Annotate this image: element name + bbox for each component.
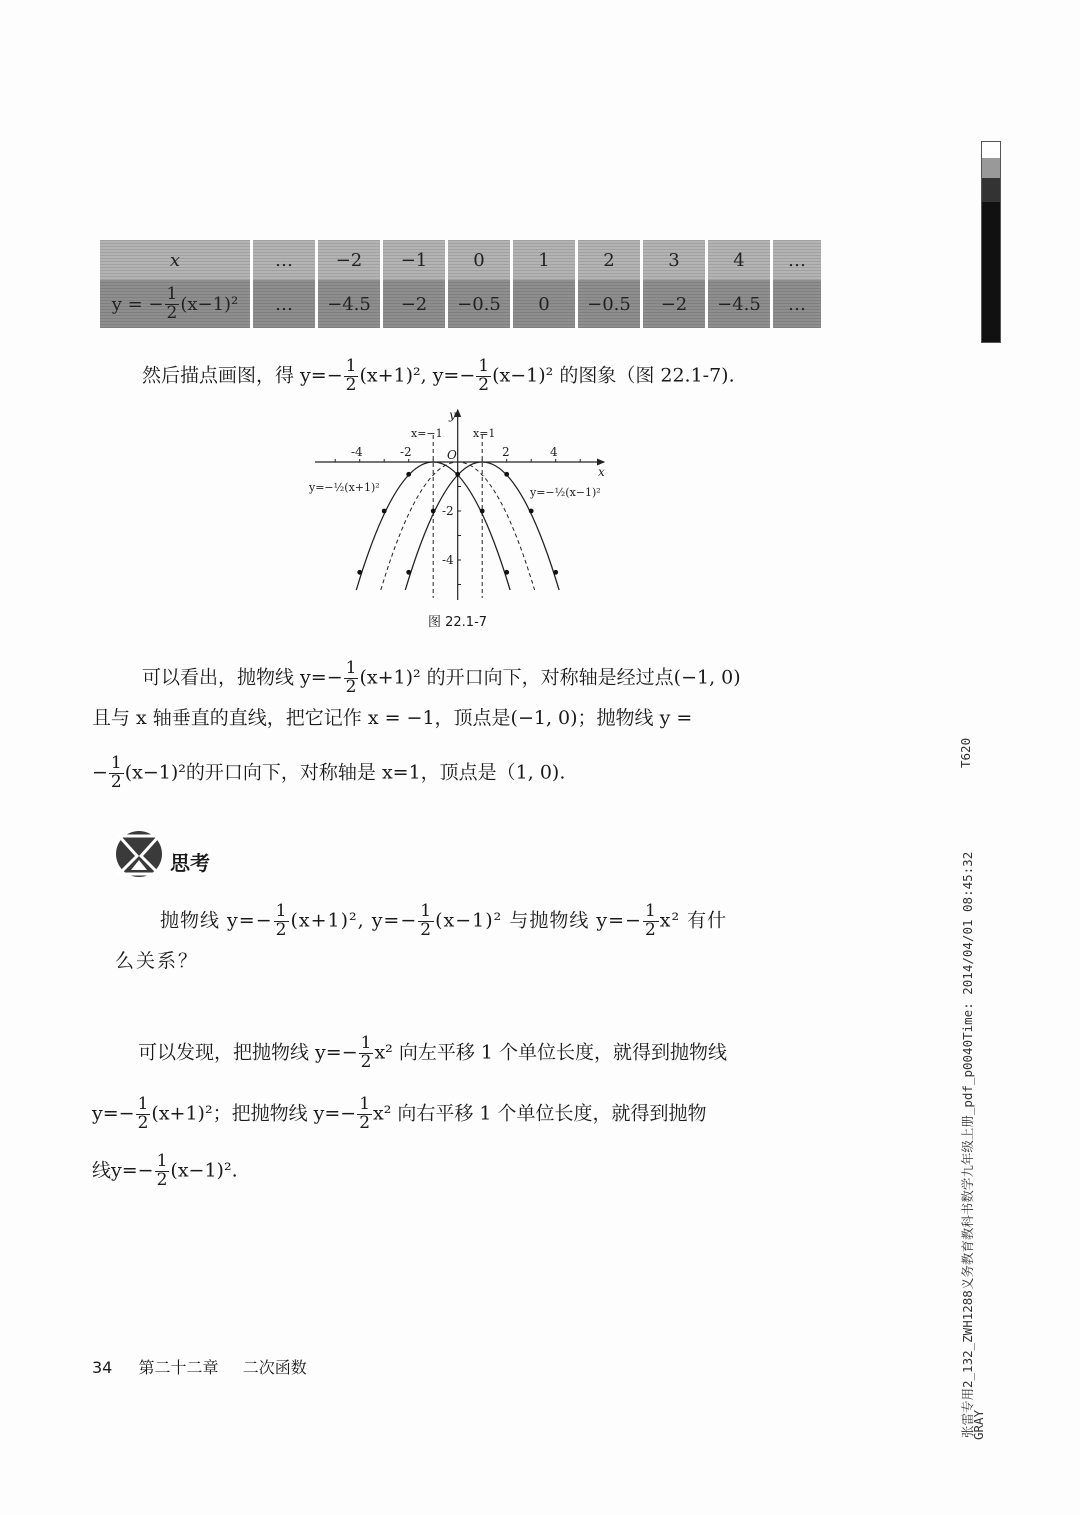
- table-cell: 4: [708, 240, 770, 280]
- value-table: [100, 240, 830, 328]
- curve-left-label: y=−½(x+1)²: [309, 481, 380, 494]
- table-cell: −2: [318, 240, 380, 280]
- y-tick-label: -2: [442, 504, 454, 518]
- section-title: 二次函数: [242, 1358, 307, 1377]
- table-column: [448, 240, 510, 328]
- margin-code: T620: [958, 737, 973, 768]
- fraction: $\frac{1}{2}$: [345, 658, 357, 697]
- paragraph-observation-line1: 可以看出，抛物线 y=− $\frac{1}{2}$ (x+1)² 的开口向下，对称轴是经过点(−1, 0): [142, 658, 741, 697]
- table-column: [708, 240, 770, 328]
- table-cell: 3: [643, 240, 705, 280]
- table-cell: 1: [513, 240, 575, 280]
- table-column: [578, 240, 640, 328]
- table-cell: …: [773, 280, 821, 328]
- table-label-column: [100, 240, 250, 328]
- fraction: $\frac{1}{2}$: [478, 356, 490, 395]
- fraction: $\frac{1}{2}$: [420, 901, 433, 940]
- paragraph-discovery-line1: 可以发现，把抛物线 y=− $\frac{1}{2}$ x² 向左平移 1 个单位长度，就得到抛物线: [138, 1033, 727, 1072]
- think-question-line1: 抛物线 y=− $\frac{1}{2}$ (x+1)², y=− $\frac{1}{2}$ (x−1)² 与抛物线 y=− $\frac{1}{2}$ x² 有什: [160, 901, 728, 940]
- table-column: [513, 240, 575, 328]
- table-row-label: y = − $\frac{1}{2}$ (x−1)²: [100, 280, 250, 328]
- fraction: $\frac{1}{2}$: [275, 901, 288, 940]
- fraction: $\frac{1}{2}$: [644, 901, 657, 940]
- grayscale-calibration-bar: [981, 141, 1001, 343]
- page-number: 34: [92, 1358, 113, 1377]
- margin-gray-label: GRAY: [971, 1409, 986, 1440]
- fraction: $\frac{1}{2}$: [137, 1094, 149, 1133]
- origin-label: O: [447, 448, 457, 462]
- fraction: $\frac{1}{2}$: [345, 356, 357, 395]
- fraction: $\frac{1}{2}$: [110, 753, 122, 792]
- table-column: [318, 240, 380, 328]
- table-cell: −1: [383, 240, 445, 280]
- table-cell: −4.5: [708, 280, 770, 328]
- curve-right-label: y=−½(x−1)²: [530, 486, 601, 499]
- think-icon: [115, 830, 163, 878]
- paragraph-discovery-line3: 线y=− $\frac{1}{2}$ (x−1)².: [92, 1151, 238, 1190]
- x-axis-label: x: [598, 465, 605, 479]
- margin-scan-info: 张雷专用2_132_ZWH1288义务教育教科书数学九年级上册_pdf_p0040Time: 2014/04/01 08:45:32: [960, 851, 975, 1438]
- table-cell: 0: [513, 280, 575, 328]
- x-tick-label: -4: [351, 445, 363, 459]
- parabola-figure: [300, 405, 620, 610]
- table-cell: …: [253, 280, 315, 328]
- table-cell: −2: [643, 280, 705, 328]
- think-question-line2: 么关系？: [115, 950, 200, 972]
- paragraph-discovery-line2: y=− $\frac{1}{2}$ (x+1)²；把抛物线 y=− $\frac{1}{2}$ x² 向右平移 1 个单位长度，就得到抛物: [92, 1094, 707, 1133]
- paragraph-observation-line3: − $\frac{1}{2}$ (x−1)²的开口向下，对称轴是 x=1，顶点是（1, 0).: [92, 753, 566, 792]
- x-tick-label: 4: [550, 445, 558, 459]
- y-tick-label: -4: [442, 553, 454, 567]
- y-axis-label: y: [449, 408, 456, 422]
- table-cell: …: [773, 240, 821, 280]
- figure-caption: 图 22.1-7: [428, 615, 488, 630]
- page-footer: [92, 1355, 307, 1378]
- table-cell: 0: [448, 240, 510, 280]
- fraction: $\frac{1}{2}$: [166, 283, 178, 323]
- table-cell: −0.5: [448, 280, 510, 328]
- table-cell: …: [253, 240, 315, 280]
- think-title: 思考: [170, 851, 210, 875]
- table-column: [773, 240, 821, 328]
- fraction: $\frac{1}{2}$: [359, 1094, 371, 1133]
- x-tick-label: -2: [400, 445, 412, 459]
- fraction: $\frac{1}{2}$: [360, 1033, 372, 1072]
- table-cell: 2: [578, 240, 640, 280]
- table-column: [253, 240, 315, 328]
- table-column: [643, 240, 705, 328]
- line-right-label: x=1: [473, 427, 496, 440]
- line-left-label: x=−1: [411, 427, 443, 440]
- table-cell: −2: [383, 280, 445, 328]
- chapter-title: 第二十二章: [138, 1358, 219, 1377]
- table-header-label: x: [100, 240, 250, 280]
- x-tick-label: 2: [502, 445, 510, 459]
- paragraph-plot-intro: 然后描点画图，得 y=− $\frac{1}{2}$ (x+1)², y=− $\frac{1}{2}$ (x−1)² 的图象（图 22.1-7).: [142, 356, 735, 395]
- table-cell: −4.5: [318, 280, 380, 328]
- fraction: $\frac{1}{2}$: [156, 1151, 168, 1190]
- paragraph-observation-line2: 且与 x 轴垂直的直线，把它记作 x = −1，顶点是(−1, 0)；抛物线 y =: [92, 707, 693, 729]
- table-column: [383, 240, 445, 328]
- table-cell: −0.5: [578, 280, 640, 328]
